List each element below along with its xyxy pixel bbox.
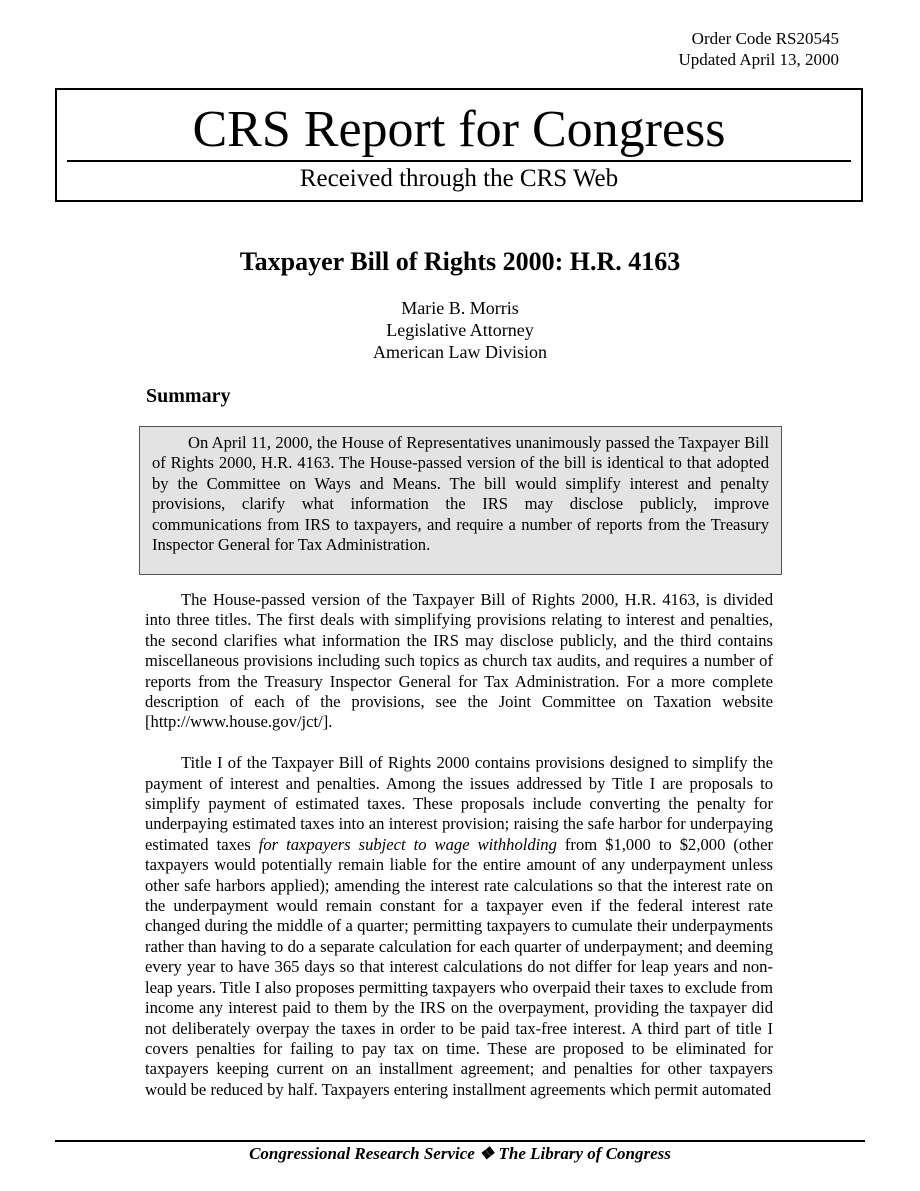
summary-box: [139, 426, 782, 575]
author-name: Marie B. Morris: [401, 298, 519, 318]
updated-date: Updated April 13, 2000: [678, 50, 839, 69]
order-code: Order Code RS20545: [691, 29, 839, 48]
author-division: American Law Division: [373, 342, 547, 362]
author-block: [0, 297, 920, 363]
banner-divider: [67, 160, 851, 162]
report-title: Taxpayer Bill of Rights 2000: H.R. 4163: [239, 247, 681, 276]
body-paragraph-2: [145, 753, 773, 1100]
report-banner: [55, 88, 863, 202]
summary-text: On April 11, 2000, the House of Representatives unanimously passed the Taxpayer Bill of Rights 2000, H.R. 4163. The House-passed version of the bill is identical to that adopted by the Committee on Ways and Means. The bill would simplify interest and penalty provisions, clarify what information the IRS may disclose publicly, improve communications from IRS to taxpayers, and require a number of reports from the Treasury Inspector General for Tax Administration.: [152, 433, 769, 555]
order-info: [678, 28, 839, 70]
author-role: Legislative Attorney: [386, 320, 534, 340]
body-paragraph-2-emphasis: for taxpayers subject to wage withholding: [258, 834, 557, 854]
footer-divider: [55, 1140, 865, 1142]
banner-subtitle: Received through the CRS Web: [299, 165, 619, 192]
summary-heading: Summary: [146, 385, 231, 407]
body-paragraph-2-part-a: Title I of the Taxpayer Bill of Rights 2000 contains provisions designed to simplify the payment of interest and penalties. Among the issues addressed by Title I are proposals to simplify payment of estimated taxes. These proposals include converting the penalty for underpaying estimated taxes into an interest provision; raising the safe harbor for underpaying estimated taxes: [145, 753, 773, 854]
footer-text: Congressional Research Service ❖ The Library of Congress: [249, 1144, 671, 1163]
banner-title: CRS Report for Congress: [192, 101, 726, 158]
report-body: [145, 590, 773, 1100]
body-paragraph-2-part-b: from $1,000 to $2,000 (other taxpayers would potentially remain liable for the entire amount of any underpayment unless other safe harbors applied); amending the interest rate calculations so that the interest rate on the underpayment would remain constant for a taxpayer even if the federal interest rate changed during the middle of a quarter; permitting taxpayers to cumulate their underpayments rather than having to do a separate calculation for each quarter of underpayment; and deeming every year to have 365 days so that interest calculations do not differ for leap years and non-leap years. Title I also proposes permitting taxpayers who overpaid their taxes to exclude from income any interest paid to them by the IRS on the overpayment, providing the taxpayer did not deliberately overpay the taxes in order to be paid tax-free interest. A third part of title I covers penalties for failing to pay tax on time. These are proposed to be eliminated for taxpayers keeping current on an installment agreement; and penalties for other taxpayers would be reduced by half. Taxpayers entering installment agreements which permit automated: [145, 834, 773, 1099]
body-paragraph-1: The House-passed version of the Taxpayer Bill of Rights 2000, H.R. 4163, is divided into three titles. The first deals with simplifying provisions relating to interest and penalties, the second clarifies what information the IRS may disclose publicly, and the third contains miscellaneous provisions including such topics as church tax audits, and requires a number of reports from the Treasury Inspector General for Tax Administration. For a more complete description of each of the provisions, see the Joint Committee on Taxation website [http://www.house.gov/jct/].: [145, 590, 773, 732]
